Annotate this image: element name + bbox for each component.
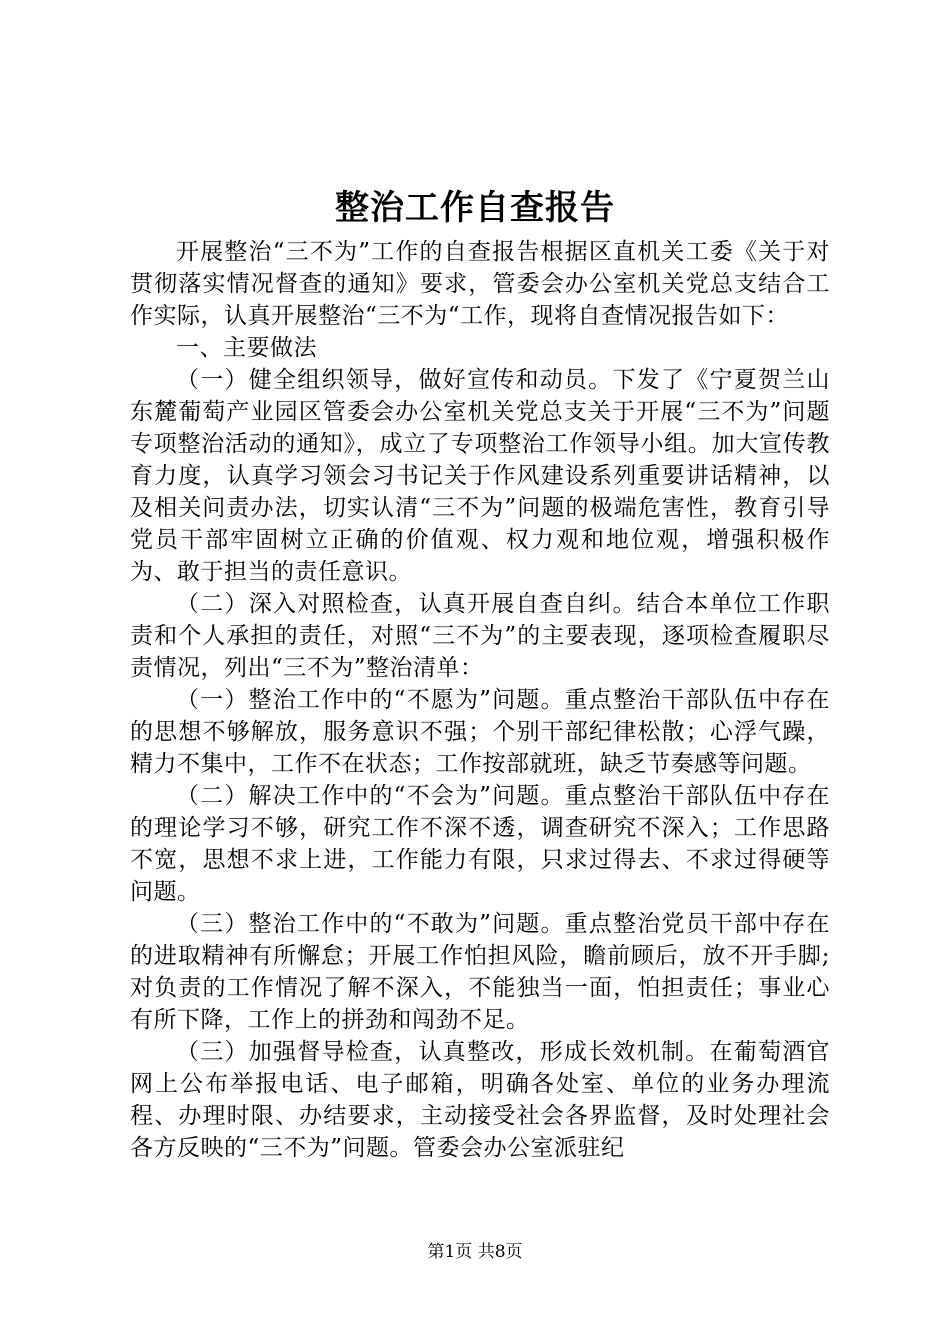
document-title: 整治工作自查报告 [335,188,615,228]
document-body [130,236,830,1164]
paragraph-organization-leadership: （一）健全组织领导，做好宣传和动员。下发了《宁夏贺兰山东麓葡萄产业园区管委会办公室机关党总支关于开展“三不为”问题专项整治活动的通知》，成立了专项整治工作领导小组。加大宣传教育力度，认真学习领会习书记关于作风建设系列重要讲话精神，以及相关问责办法，切实认清“三不为”问题的极端危害性，教育引导党员干部牢固树立正确的价值观、权力观和地位观，增强积极作为、敢于担当的责任意识。 [130,367,830,585]
section-heading-main-practices: 一、主要做法 [176,335,317,361]
paragraph-self-inspection: （二）深入对照检查，认真开展自查自纠。结合本单位工作职责和个人承担的责任，对照“三不为”的主要表现，逐项检查履职尽责情况，列出“三不为”整治清单： [130,591,830,681]
page-footer: 第1页 共8页 [427,1242,523,1262]
paragraph-unwilling-issue: （一）整治工作中的“不愿为”问题。重点整治干部队伍中存在的思想不够解放，服务意识不强；个别干部纪律松散；心浮气躁，精力不集中，工作不在状态；工作按部就班，缺乏节奏感等问题。 [130,687,830,777]
paragraph-supervision: （三）加强督导检查，认真整改，形成长效机制。在葡萄酒官网上公布举报电话、电子邮箱，明确各处室、单位的业务办理流程、办理时限、办结要求，主动接受社会各界监督，及时处理社会各方反映的“三不为”问题。管委会办公室派驻纪 [130,1039,830,1161]
paragraph-afraid-issue: （三）整治工作中的“不敢为”问题。重点整治党员干部中存在的进取精神有所懈怠；开展工作怕担风险，瞻前顾后，放不开手脚;对负责的工作情况了解不深入，不能独当一面，怕担责任；事业心有所下降，工作上的拼劲和闯劲不足。 [130,911,830,1033]
paragraph-unable-issue: （二）解决工作中的“不会为”问题。重点整治干部队伍中存在的理论学习不够，研究工作不深不透，调查研究不深入；工作思路不宽，思想不求上进，工作能力有限，只求过得去、不求过得硬等问题。 [130,783,830,905]
paragraph-intro: 开展整治“三不为”工作的自查报告根据区直机关工委《关于对贯彻落实情况督查的通知》要求，管委会办公室机关党总支结合工作实际，认真开展整治“三不为“工作，现将自查情况报告如下： [130,239,830,329]
